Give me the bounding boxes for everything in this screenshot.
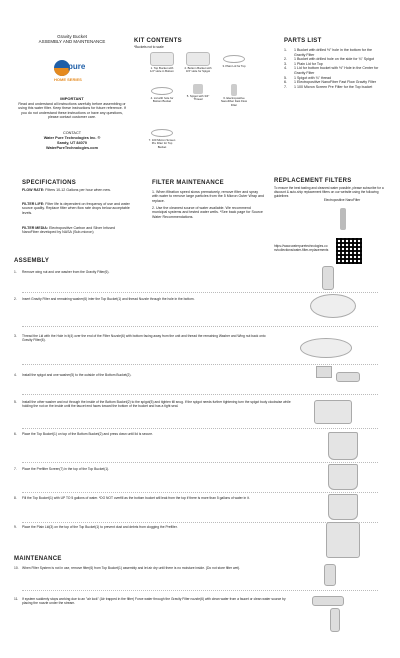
kit-item-label: 6. Electropositive NanoFiber Fast Flow Filter — [221, 96, 247, 107]
step-text: Install the spigot and one washer(5) to the outside of the Bottom Bucket(2). — [22, 373, 132, 377]
logo-subtext: HOME SERIES — [54, 77, 82, 82]
step-number: 10. — [14, 566, 19, 570]
important-title: IMPORTANT — [60, 96, 84, 101]
step-text: When Filter System is not in use, remove filter(6) from Top Bucket(1) assembly and let air dry until there is no moisture inside. (Do not store filter wet). — [22, 566, 241, 570]
step-illustration — [328, 432, 358, 460]
step-illustration — [326, 522, 360, 558]
assembly-step — [14, 496, 272, 500]
qr-code[interactable] — [336, 238, 362, 264]
kit-item — [220, 84, 248, 107]
filter-illustration — [330, 608, 340, 632]
item-text: When filtration speed slows prematurely, remove filter and spray with water to remove large particles from the 5 Micron Outer Wrap and replace. — [152, 190, 264, 203]
assembly-step — [14, 467, 272, 471]
item-number: 7. — [284, 84, 287, 89]
item-text: 1 Lid for bottom bucket with ½" Hole in the Center for Gravity Filter — [294, 66, 379, 75]
step-text: Insert Gravity Filter and remaining washer(6) inter the Top Bucket(1) and thread Nozzle through the hole in the bottom. — [22, 297, 195, 301]
bottom-bucket-image — [186, 52, 210, 66]
replacement-title: REPLACEMENT FILTERS — [274, 178, 352, 184]
item-text: 1 100 Micron Screen Pre Filter for the Top bucket — [294, 84, 373, 89]
replacement-url[interactable]: https://www.waterpuretechnologies.com/collections/water-filter-replacements — [274, 244, 329, 252]
item-number: 6. — [284, 80, 287, 85]
kit-item — [148, 84, 176, 104]
maintenance-step — [14, 597, 292, 606]
step-number: 3. — [14, 334, 17, 338]
spec-value: Filter life is dependent on frequency of use and water source quality. Replace filter when flow rate drops below acceptable levels. — [22, 202, 130, 215]
kit-item — [220, 52, 248, 68]
spec-key: FLOW RATE: — [22, 188, 45, 192]
step-illustration — [300, 338, 352, 358]
kit-item — [148, 126, 176, 149]
item-number: 2. — [152, 206, 155, 210]
parts-title: PARTS LIST — [284, 38, 322, 44]
assembly-title: ASSEMBLY — [14, 258, 50, 264]
lid-with-hole-image — [151, 87, 173, 95]
divider — [22, 590, 378, 591]
item-number: 1. — [284, 48, 287, 52]
spec-key: FILTER LIFE: — [22, 202, 45, 206]
kit-note: *Buckets not to scale — [134, 45, 164, 49]
item-text: 1 Plain Lid for Top — [294, 61, 323, 66]
item-number: 2. — [284, 57, 287, 62]
item-number: 4. — [284, 66, 287, 71]
item-text: Use the cleanest source of water available. We recommend municipal systems and tested water wells. *See back page for Source Water Recommendations. — [152, 206, 263, 219]
assembly-step — [14, 334, 272, 343]
assembly-step — [14, 373, 272, 377]
step-number: 2. — [14, 297, 17, 301]
kit-item-label: 3. Plain Lid for Top — [222, 64, 246, 68]
step-illustration — [324, 564, 336, 586]
divider — [22, 522, 378, 523]
specs-title: SPECIFICATIONS — [22, 180, 77, 186]
item-text: 1 Spigot with ¾" thread — [294, 75, 332, 80]
assembly-step — [14, 270, 272, 274]
list-item — [152, 206, 264, 219]
spec-row — [22, 202, 132, 215]
step-number: 7. — [14, 467, 17, 471]
step-illustration — [314, 400, 352, 424]
spec-value: Electropositive Carbon and Silver Infused NanoFiber developed by NASA (Sub-micron) — [22, 226, 116, 235]
divider — [22, 462, 378, 463]
step-number: 4. — [14, 373, 17, 377]
step-number: 9. — [14, 525, 17, 529]
faucet-illustration — [312, 596, 344, 606]
assembly-step — [14, 297, 272, 301]
divider — [22, 428, 378, 429]
kit-item — [184, 84, 212, 102]
step-number: 1. — [14, 270, 17, 274]
filter-maintenance-title: FILTER MAINTENANCE — [152, 180, 224, 186]
step-text: Place the Plain Lid(3) on the top of the Top Bucket(1) to prevent dust and debris from clogging the Prefilter. — [22, 525, 178, 529]
step-illustration — [310, 294, 356, 318]
list-item — [284, 48, 384, 57]
step-text: Place the Top Bucket(1) on top of the Bottom Bucket(2) and press down until lid is secure. — [22, 432, 153, 436]
kit-title: KIT CONTENTS — [134, 38, 182, 44]
step-number: 5. — [14, 400, 17, 404]
product-subtitle: ASSEMBLY AND MAINTENANCE — [38, 39, 106, 44]
list-item — [152, 190, 264, 203]
important-text: Read and understand all instructions carefully before assembling or using this water filter. Keep these instructions for future reference. If you do not understand these instructions or have any questions, please contact customer care. — [18, 102, 126, 120]
maintenance-title: MAINTENANCE — [14, 556, 62, 562]
top-bucket-image — [150, 52, 174, 66]
step-illustration — [328, 494, 358, 520]
company-name: Water Pure Technologies Inc. ® — [43, 136, 101, 140]
prefilter-screen-image — [151, 129, 173, 137]
assembly-step — [14, 400, 292, 409]
list-item — [284, 85, 384, 90]
item-text: 1 Bucket with drilled hole on the side for ¾" Spigot — [294, 57, 374, 62]
step-text: Thread the Lid with the Hole in it(4) over the end of the Filter Nozzle(6) with bottom facing away from the unit and thread the remaining Washer and Wing nut back onto Gravity Filter(6). — [22, 334, 266, 343]
kit-item-label: 7. 100 Micron Screen Pre Filter for Top Bucket — [148, 138, 176, 149]
step-text: Fill the Top Bucket(1) with UP TO 5 gallons of water. *DO NOT overfill as the bottom bucket will leak from the top if there is more than 5 gallons of water in it. — [22, 496, 250, 500]
brand-logo — [48, 58, 96, 84]
kit-item — [184, 52, 212, 74]
kit-item-label: 5. Spigot with 3/4" Thread — [186, 94, 210, 102]
step-illustration — [336, 372, 360, 382]
item-number: 5. — [284, 75, 287, 80]
item-text: 1 Electropositive NanoFiber Fast Flow Gravity Filter — [294, 80, 377, 85]
divider — [22, 364, 378, 365]
item-number: 1. — [152, 190, 155, 194]
spec-value: Filters 10-12 Gallons per hour when new. — [45, 188, 111, 192]
item-number: 3. — [284, 61, 287, 66]
step-number: 11. — [14, 597, 19, 601]
step-number: 6. — [14, 432, 17, 436]
step-illustration — [316, 366, 332, 378]
step-illustration — [328, 464, 358, 490]
kit-item-label: 2. Bottom Bucket with 3/4" Hole for Spigot — [184, 66, 212, 74]
list-item — [284, 66, 384, 75]
step-text: Install the other washer and nut through the inside of the Bottom Bucket(2) to the spigot(5) and tighten till snug. If the spigot needs further tightening turn the spigot body clockwise while holding the nut on the inside until the faucet end faces toward the bottom of the bucket and has a tight seal. — [22, 400, 291, 409]
kit-item-label: 4. Lid with hole for Bottom Bucket — [150, 96, 174, 104]
step-text: Place the Prefilter Screen(7) in the top of the Top Bucket(1). — [22, 467, 110, 471]
replacement-product: Electropositive NanoFilter — [323, 198, 361, 202]
step-illustration — [322, 266, 334, 290]
filter-image — [231, 84, 237, 96]
step-text: Remove wing nut and one washer from the Gravity Filter(6). — [22, 270, 110, 274]
spec-row — [22, 188, 132, 192]
plain-lid-image — [223, 55, 245, 63]
spigot-image — [193, 84, 203, 94]
kit-item-label: 1. Top Bucket with 1/2" Hole in Bottom — [149, 66, 174, 74]
divider — [22, 326, 378, 327]
assembly-step — [14, 432, 272, 436]
divider — [22, 292, 378, 293]
step-text: If system suddenly stops working due to an "air lock" (Air trapped in the filter) Force water through the Gravity Filter nozzle(6) with clean water from a faucet or clean water source by placing the nozzle under the stream. — [22, 597, 286, 606]
replacement-text: To ensure the best tasting and cleanest water possible, please subscribe for a discount & auto-ship replacement filters on our website using the following guidelines — [274, 186, 384, 198]
step-number: 8. — [14, 496, 17, 500]
assembly-step — [14, 525, 272, 529]
logo-text: pure — [68, 62, 86, 71]
company-city: Sandy, UT 84070 — [57, 141, 87, 145]
divider — [22, 492, 378, 493]
filter-cartridge-image — [340, 208, 346, 230]
company-website[interactable]: WaterPureTechnologies.com — [46, 146, 98, 150]
kit-item — [148, 52, 176, 74]
spec-row — [22, 226, 132, 235]
product-title: Gravity Bucket — [57, 34, 87, 39]
spec-key: FILTER MEDIA: — [22, 226, 49, 230]
contact-label: CONTACT — [62, 131, 82, 135]
parts-list — [284, 48, 384, 89]
maintenance-step — [14, 566, 272, 570]
item-text: 1 Bucket with drilled ½" hole in the bottom for the Gravity Filter — [294, 48, 372, 57]
divider — [22, 394, 378, 395]
